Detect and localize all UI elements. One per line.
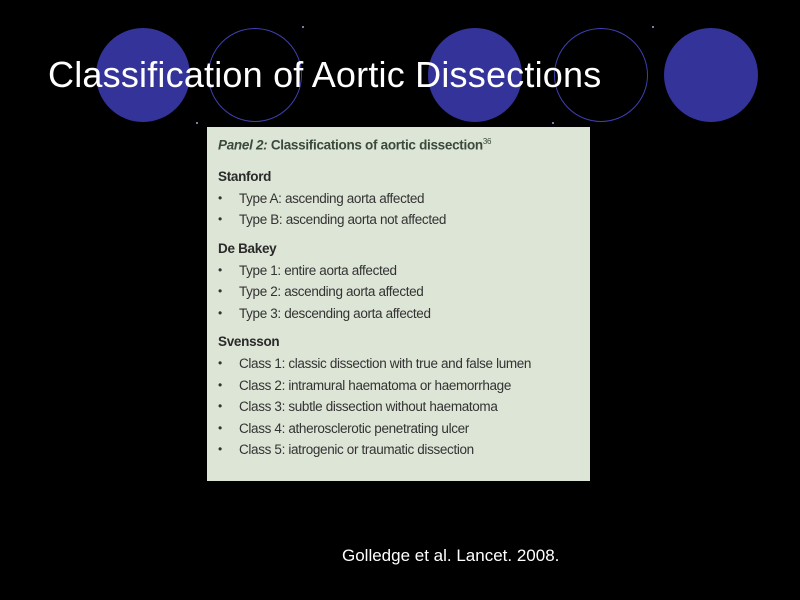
list-item-text: Class 1: classic dissection with true and false lumen: [239, 356, 532, 371]
decorative-dot: [652, 26, 654, 28]
list-item: [218, 375, 580, 397]
bullet-icon: •: [218, 399, 222, 413]
classification-list: [218, 260, 580, 325]
list-item: [218, 303, 580, 325]
panel-heading-text: Classifications of aortic dissection: [267, 137, 483, 153]
classification-list: [218, 353, 580, 461]
bullet-icon: •: [218, 212, 222, 226]
decorative-circle-filled: [664, 28, 758, 122]
section-title: De Bakey: [218, 240, 277, 256]
classification-list: [218, 188, 580, 231]
classification-section: [218, 241, 580, 325]
classification-panel: [207, 127, 590, 481]
classification-section: [218, 169, 580, 231]
list-item: [218, 209, 580, 231]
list-item: [218, 260, 580, 282]
section-title: Svensson: [218, 334, 280, 349]
bullet-icon: •: [218, 305, 222, 320]
list-item-text: Type 1: entire aorta affected: [239, 262, 397, 278]
bullet-icon: •: [218, 190, 222, 205]
bullet-icon: •: [218, 356, 222, 370]
list-item: [218, 188, 580, 210]
bullet-icon: •: [218, 442, 222, 456]
list-item: [218, 353, 580, 375]
bullet-icon: •: [218, 377, 222, 392]
list-item: [218, 439, 580, 461]
bullet-icon: •: [218, 284, 222, 298]
decorative-dot: [302, 26, 304, 28]
list-item-text: Class 4: atherosclerotic penetrating ulcer: [239, 420, 469, 436]
list-item: [218, 418, 580, 440]
list-item-text: Type 2: ascending aorta affected: [239, 284, 424, 299]
list-item: [218, 281, 580, 303]
section-title: Stanford: [218, 168, 272, 184]
slide-title: Classification of Aortic Dissections: [48, 54, 602, 95]
bullet-icon: •: [218, 420, 222, 435]
decorative-dot: [552, 122, 554, 124]
list-item-text: Class 5: iatrogenic or traumatic dissection: [239, 442, 474, 457]
bullet-icon: •: [218, 262, 222, 277]
list-item-text: Class 2: intramural haematoma or haemorrhage: [239, 377, 511, 393]
list-item-text: Class 3: subtle dissection without haematoma: [239, 399, 498, 414]
list-item-text: Type A: ascending aorta affected: [239, 190, 425, 206]
list-item-text: Type 3: descending aorta affected: [239, 305, 431, 321]
panel-label: Panel 2:: [218, 137, 268, 153]
panel-heading: [218, 137, 580, 153]
list-item: [218, 396, 580, 418]
panel-reference: 36: [482, 137, 492, 146]
citation: Golledge et al. Lancet. 2008.: [342, 546, 560, 565]
decorative-dot: [196, 122, 198, 124]
classification-section: [218, 334, 580, 461]
list-item-text: Type B: ascending aorta not affected: [239, 212, 447, 227]
panel-sections: [218, 169, 580, 461]
